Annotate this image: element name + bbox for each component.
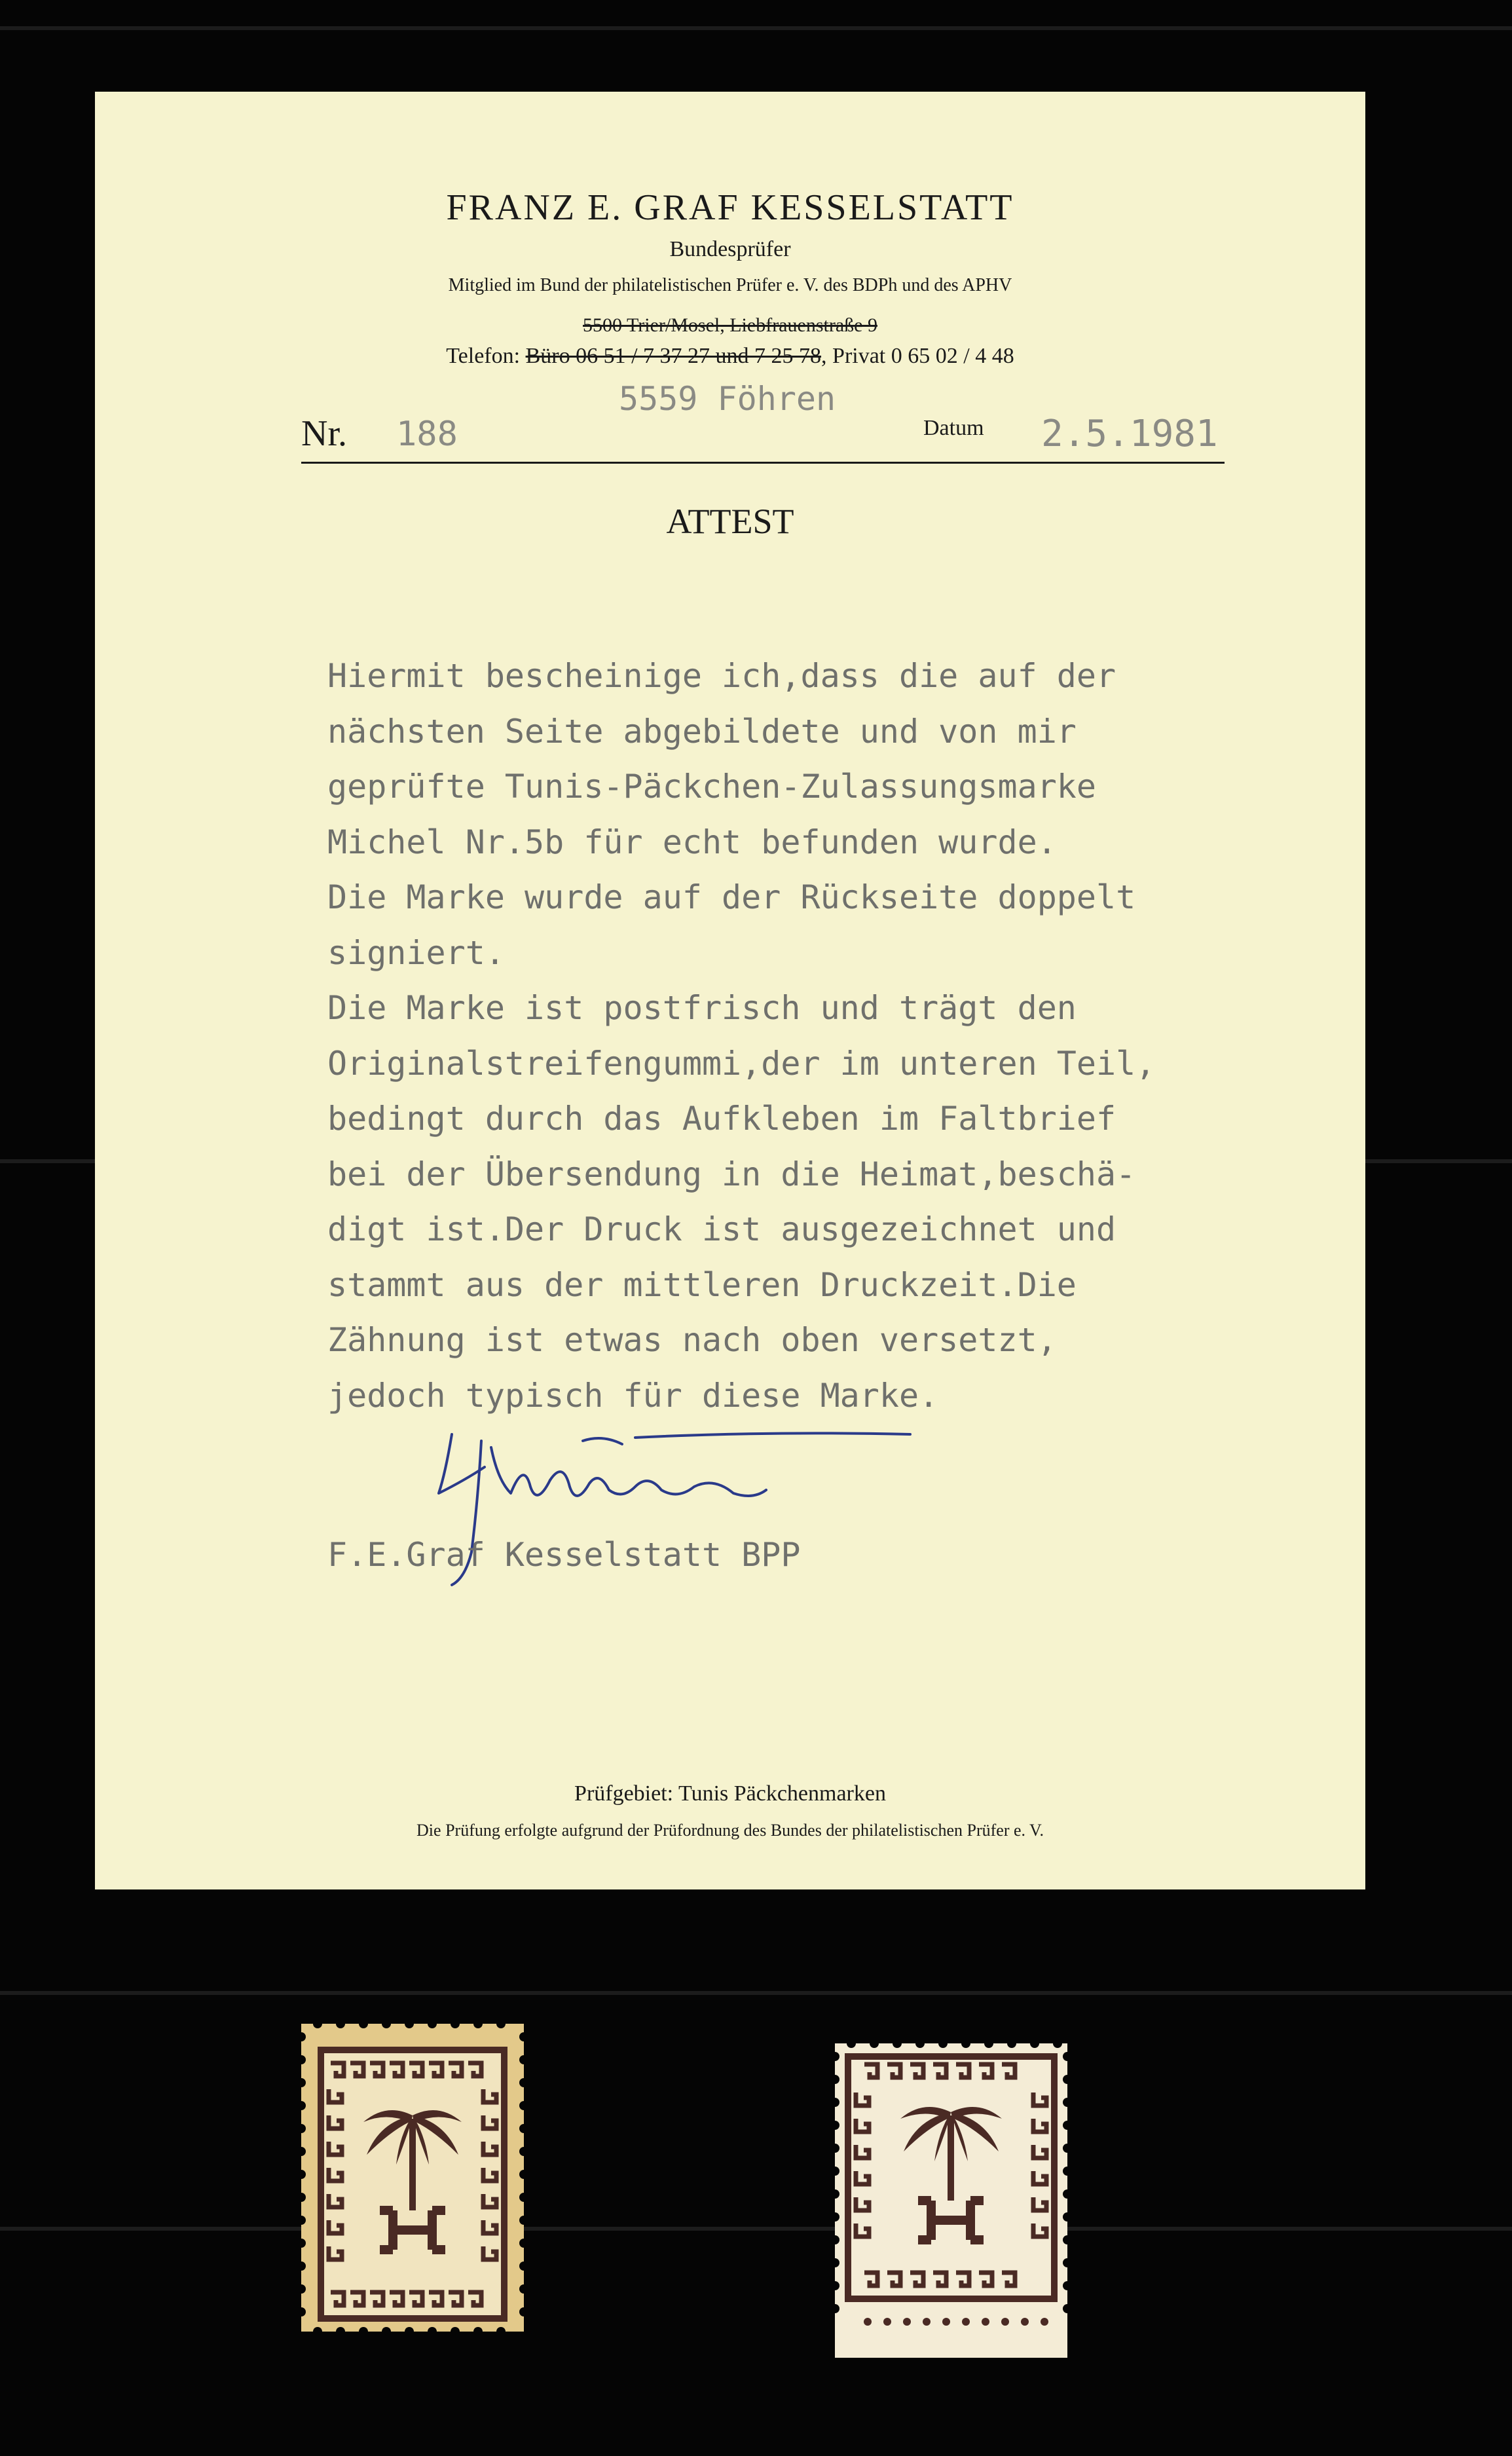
body-line: signiert. <box>327 933 505 972</box>
examination-area: Prüfgebiet: Tunis Päckchenmarken <box>574 1781 886 1806</box>
phone-office: Büro 06 51 / 7 37 27 und 7 25 78 <box>525 344 822 368</box>
stock-strip <box>0 26 1512 30</box>
header-rule <box>301 462 1225 464</box>
body-line: Michel Nr.5b für echt befunden wurde. <box>327 823 1057 861</box>
body-line: geprüfte Tunis-Päckchen-Zulassungsmarke <box>327 768 1096 806</box>
address-line <box>95 314 1365 337</box>
body-line: stammt aus der mittleren Druckzeit.Die <box>327 1265 1077 1304</box>
examiner-title: Bundesprüfer <box>669 237 791 261</box>
body-line: nächsten Seite abgebildete und von mir <box>327 712 1077 751</box>
body-line: digt ist.Der Druck ist ausgezeichnet und <box>327 1210 1116 1248</box>
attest-body <box>327 648 1349 1423</box>
body-line: Hiermit bescheinige ich,dass die auf der <box>327 657 1116 695</box>
attest-heading: ATTEST <box>666 502 794 541</box>
body-line: bei der Übersendung in die Heimat,beschä- <box>327 1155 1136 1193</box>
datum-label: Datum <box>923 416 984 440</box>
palm-swastika-stamp-icon <box>835 2043 1067 2358</box>
membership-line: Mitglied im Bund der philatelistischen Prüfer e. V. des BDPh und des APHV <box>448 275 1012 295</box>
body-line: Die Marke wurde auf der Rückseite doppelt <box>327 878 1136 916</box>
nr-value: 188 <box>396 415 458 454</box>
signer-name: F.E.Graf Kesselstatt BPP <box>327 1536 801 1574</box>
examination-rules: Die Prüfung erfolgte aufgrund der Prüfordnung des Bundes der philatelistischen Prüfer e. V. <box>416 1821 1044 1840</box>
phone-private: , Privat 0 65 02 / 4 48 <box>821 344 1014 368</box>
body-line: Originalstreifengummi,der im unteren Teil, <box>327 1044 1156 1083</box>
stock-strip <box>0 1991 1512 1995</box>
body-line: Zähnung ist etwas nach oben versetzt, <box>327 1321 1057 1359</box>
datum-value: 2.5.1981 <box>1041 413 1218 455</box>
nr-label: Nr. <box>301 413 347 454</box>
examiner-name: FRANZ E. GRAF KESSELSTATT <box>446 187 1014 228</box>
old-address: 5500 Trier/Mosel, Liebfrauenstraße 9 <box>583 314 877 336</box>
certificate-sheet <box>95 92 1365 1889</box>
body-line: jedoch typisch für diese Marke. <box>327 1376 939 1415</box>
palm-swastika-stamp-icon <box>301 2024 524 2332</box>
body-line: Die Marke ist postfrisch und trägt den <box>327 989 1077 1027</box>
location-stamp: 5559 Föhren <box>619 380 836 418</box>
body-line: bedingt durch das Aufkleben im Faltbrief <box>327 1100 1116 1138</box>
phone-line <box>95 344 1365 369</box>
stock-strip <box>0 2227 1512 2231</box>
phone-label: Telefon: <box>446 344 521 368</box>
